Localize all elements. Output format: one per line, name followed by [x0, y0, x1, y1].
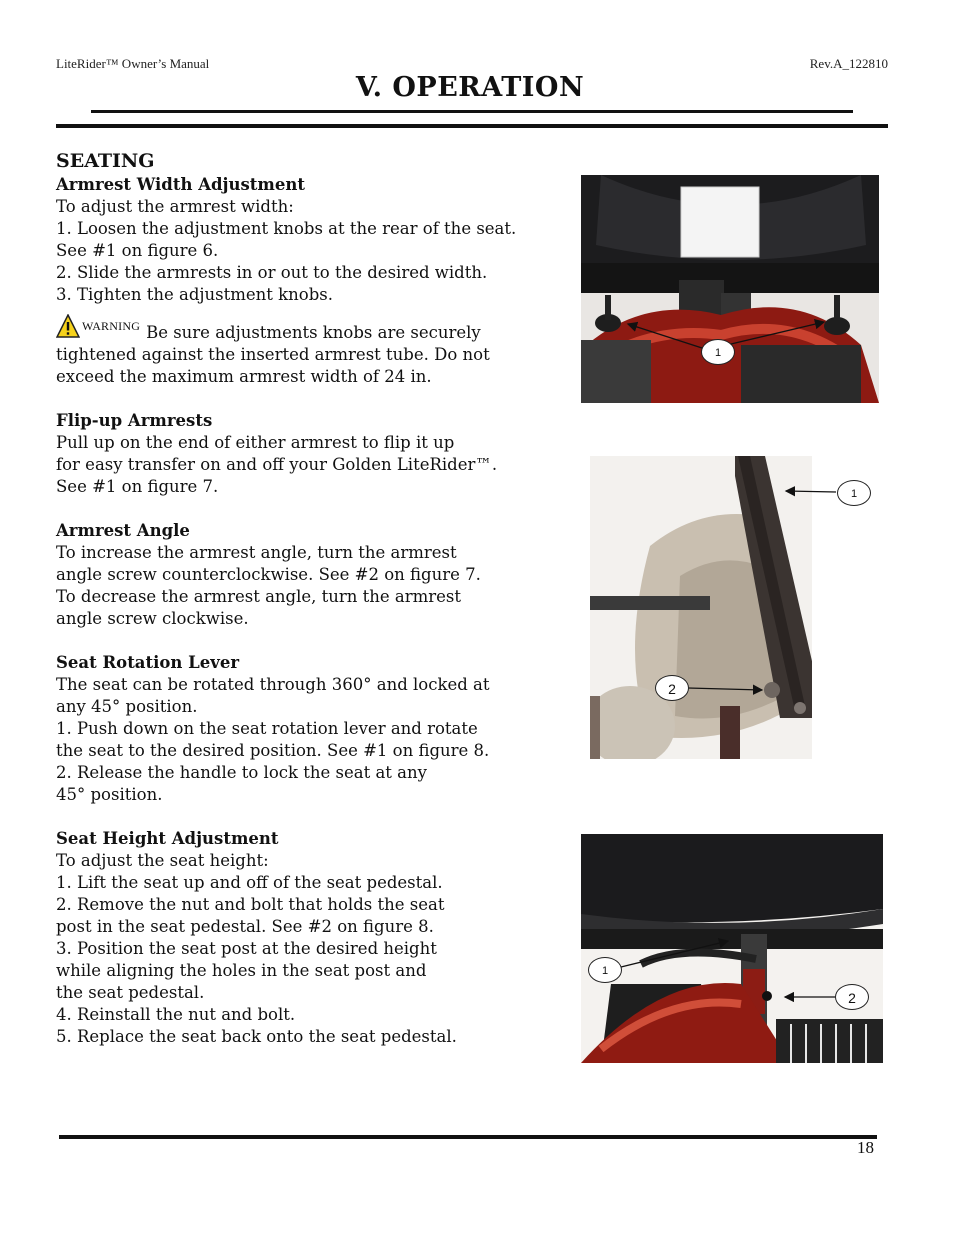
paragraph-line: 2. Release the handle to lock the seat at any	[56, 763, 427, 782]
page-title: V. OPERATION	[355, 72, 585, 103]
warning-line	[56, 320, 576, 344]
paragraph-line: 45° position.	[56, 785, 163, 804]
warning-badge	[56, 314, 140, 338]
paragraph-line: See #1 on figure 6.	[56, 241, 219, 260]
paragraph-line: To decrease the armrest angle, turn the armrest	[56, 587, 462, 606]
paragraph-line: See #1 on figure 7.	[56, 477, 219, 496]
paragraph-line: 5. Replace the seat back onto the seat pedestal.	[56, 1027, 457, 1046]
page-number: 18	[857, 1138, 874, 1157]
paragraph-line: while aligning the holes in the seat post and	[56, 961, 427, 980]
paragraph-line: Pull up on the end of either armrest to flip it up	[56, 433, 455, 452]
figure-7-photo	[590, 456, 812, 759]
paragraph-line: angle screw counterclockwise. See #2 on figure 7.	[56, 565, 481, 584]
subheading-seat-rotation: Seat Rotation Lever	[56, 653, 240, 672]
section-heading-seating: SEATING	[56, 150, 155, 172]
footer-divider	[59, 1135, 877, 1139]
figure-8-photo	[581, 834, 883, 1063]
paragraph-line: 2. Remove the nut and bolt that holds the seat	[56, 895, 445, 914]
header-divider	[56, 124, 888, 128]
paragraph-line: 1. Loosen the adjustment knobs at the rear of the seat.	[56, 219, 517, 238]
paragraph-line: post in the seat pedestal. See #2 on figure 8.	[56, 917, 434, 936]
subheading-seat-height: Seat Height Adjustment	[56, 829, 279, 848]
paragraph-line: tightened against the inserted armrest tube. Do not	[56, 345, 490, 364]
callout-fig8-1: 1	[588, 957, 622, 983]
paragraph-line: To adjust the seat height:	[56, 851, 269, 870]
paragraph-line: the seat pedestal.	[56, 983, 205, 1002]
subheading-flip-up: Flip-up Armrests	[56, 411, 213, 430]
title-underline	[91, 110, 853, 113]
figure-6-photo	[581, 175, 879, 403]
header-manual-title: LiteRider™ Owner’s Manual	[56, 56, 210, 71]
warning-text: Be sure adjustments knobs are securely	[146, 323, 481, 342]
warning-label: WARNING	[82, 319, 141, 333]
paragraph-line: 1. Lift the seat up and off of the seat pedestal.	[56, 873, 443, 892]
subheading-armrest-width: Armrest Width Adjustment	[56, 175, 305, 194]
paragraph-line: any 45° position.	[56, 697, 198, 716]
callout-fig8-2: 2	[835, 984, 869, 1010]
callout-fig7-1: 1	[837, 480, 871, 506]
callout-fig6-1: 1	[701, 339, 735, 365]
paragraph-line: To increase the armrest angle, turn the armrest	[56, 543, 457, 562]
paragraph-line: 4. Reinstall the nut and bolt.	[56, 1005, 296, 1024]
warning-triangle-icon	[56, 314, 80, 338]
paragraph-line: 3. Position the seat post at the desired height	[56, 939, 437, 958]
paragraph-line: 3. Tighten the adjustment knobs.	[56, 285, 333, 304]
paragraph-line: 1. Push down on the seat rotation lever and rotate	[56, 719, 478, 738]
paragraph-line: the seat to the desired position. See #1 on figure 8.	[56, 741, 490, 760]
paragraph-line: To adjust the armrest width:	[56, 197, 294, 216]
paragraph-line: exceed the maximum armrest width of 24 in.	[56, 367, 432, 386]
paragraph-line: The seat can be rotated through 360° and locked at	[56, 675, 490, 694]
paragraph-line: angle screw clockwise.	[56, 609, 249, 628]
body-text	[56, 148, 576, 1048]
subheading-armrest-angle: Armrest Angle	[56, 521, 190, 540]
paragraph-line: for easy transfer on and off your Golden LiteRider™.	[56, 455, 498, 474]
header-revision: Rev.A_122810	[809, 56, 888, 71]
paragraph-line: 2. Slide the armrests in or out to the desired width.	[56, 263, 488, 282]
callout-fig7-2: 2	[655, 675, 689, 701]
